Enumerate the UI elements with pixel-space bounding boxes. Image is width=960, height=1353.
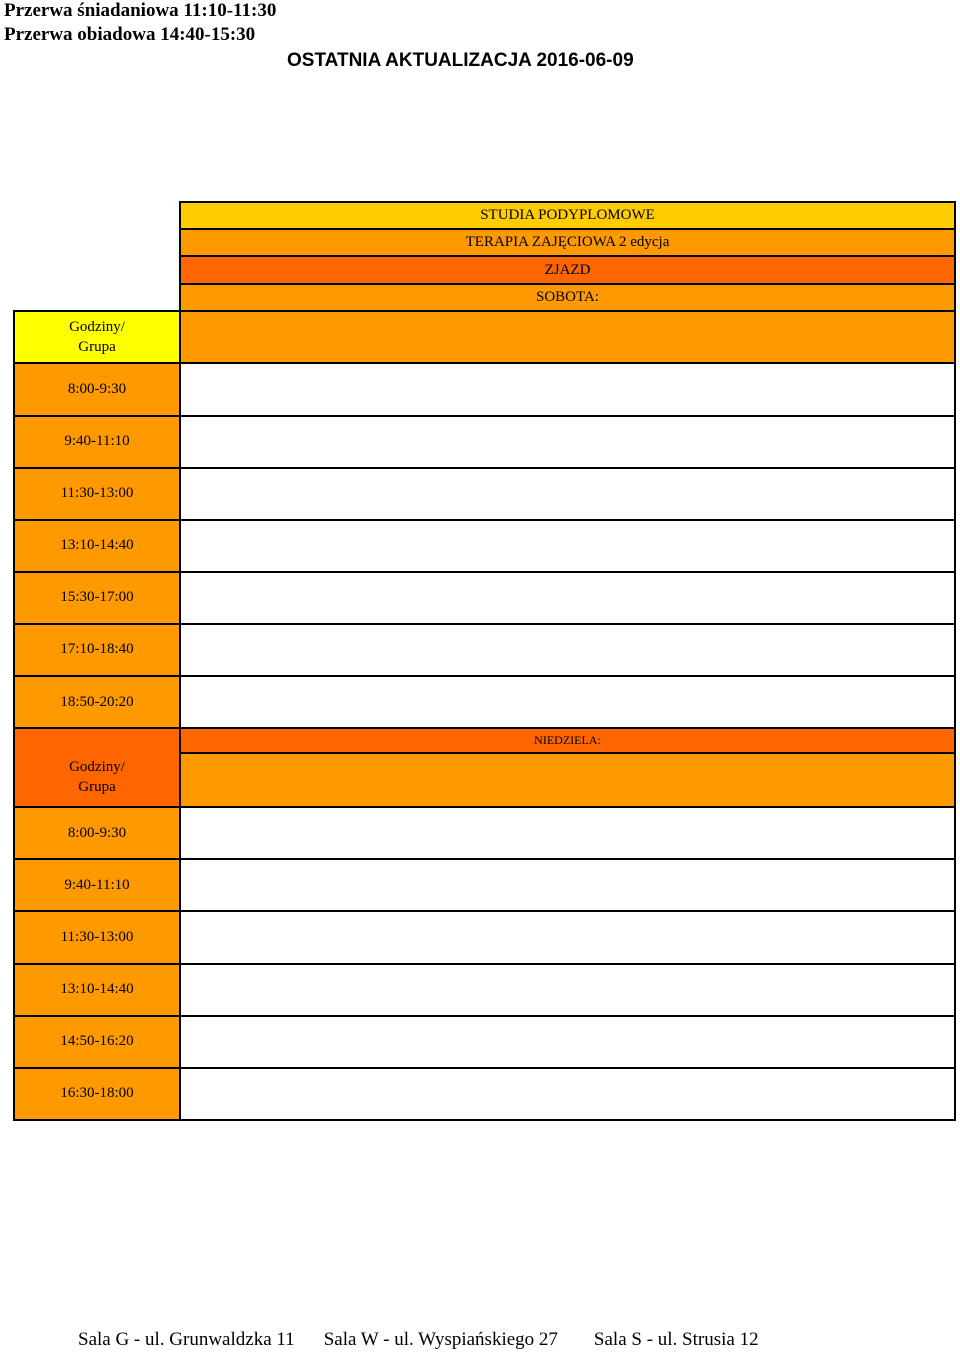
sunday-time-cell: 8:00-9:30 xyxy=(14,807,180,859)
sunday-slot xyxy=(180,1016,955,1068)
sunday-col-header xyxy=(14,728,180,807)
sunday-slot xyxy=(180,807,955,859)
saturday-time-cell: 13:10-14:40 xyxy=(14,520,180,572)
schedule-table xyxy=(13,201,956,1121)
sunday-time-cell: 11:30-13:00 xyxy=(14,911,180,963)
saturday-time-cell: 15:30-17:00 xyxy=(14,572,180,624)
sunday-slot xyxy=(180,1068,955,1120)
sunday-slot xyxy=(180,911,955,963)
col-header-group: Grupa xyxy=(78,339,116,356)
col-header-hours: Godziny/ xyxy=(69,319,125,336)
saturday-time-cell: 18:50-20:20 xyxy=(14,676,180,728)
saturday-time-cell: 9:40-11:10 xyxy=(14,416,180,468)
saturday-group-header xyxy=(180,311,955,363)
room-s: Sala S - ul. Strusia 12 xyxy=(593,1329,759,1350)
breakfast-break: Przerwa śniadaniowa 11:10-11:30 xyxy=(4,0,277,21)
room-legend xyxy=(78,1328,759,1352)
program-subtitle: TERAPIA ZAJĘCIOWA 2 edycja xyxy=(180,229,955,256)
program-title: STUDIA PODYPLOMOWE xyxy=(180,202,955,229)
sunday-group-header xyxy=(180,753,955,807)
session-label: ZJAZD xyxy=(180,256,955,284)
sunday-time-cell: 13:10-14:40 xyxy=(14,964,180,1016)
sunday-slot xyxy=(180,859,955,911)
saturday-col-header xyxy=(14,311,180,363)
sunday-time-cell: 16:30-18:00 xyxy=(14,1068,180,1120)
table-empty-corner xyxy=(14,202,180,311)
sunday-label: NIEDZIELA: xyxy=(180,728,955,753)
lunch-break: Przerwa obiadowa 14:40-15:30 xyxy=(4,24,256,45)
saturday-time-cell: 17:10-18:40 xyxy=(14,624,180,676)
sunday-slot xyxy=(180,964,955,1016)
saturday-slot xyxy=(180,416,955,468)
room-g: Sala G - ul. Grunwaldzka 11 xyxy=(78,1329,295,1350)
saturday-slot xyxy=(180,624,955,676)
last-update: OSTATNIA AKTUALIZACJA 2016-06-09 xyxy=(287,50,634,71)
saturday-label: SOBOTA: xyxy=(180,284,955,311)
saturday-slot xyxy=(180,520,955,572)
saturday-slot xyxy=(180,468,955,520)
col-header-hours: Godziny/ xyxy=(69,758,125,775)
saturday-slot xyxy=(180,363,955,415)
saturday-slot xyxy=(180,572,955,624)
room-w: Sala W - ul. Wyspiańskiego 27 xyxy=(323,1329,558,1350)
saturday-time-cell: 8:00-9:30 xyxy=(14,363,180,415)
sunday-time-cell: 9:40-11:10 xyxy=(14,859,180,911)
sunday-time-cell: 14:50-16:20 xyxy=(14,1016,180,1068)
col-header-group: Grupa xyxy=(78,778,116,795)
saturday-time-cell: 11:30-13:00 xyxy=(14,468,180,520)
saturday-slot xyxy=(180,676,955,728)
